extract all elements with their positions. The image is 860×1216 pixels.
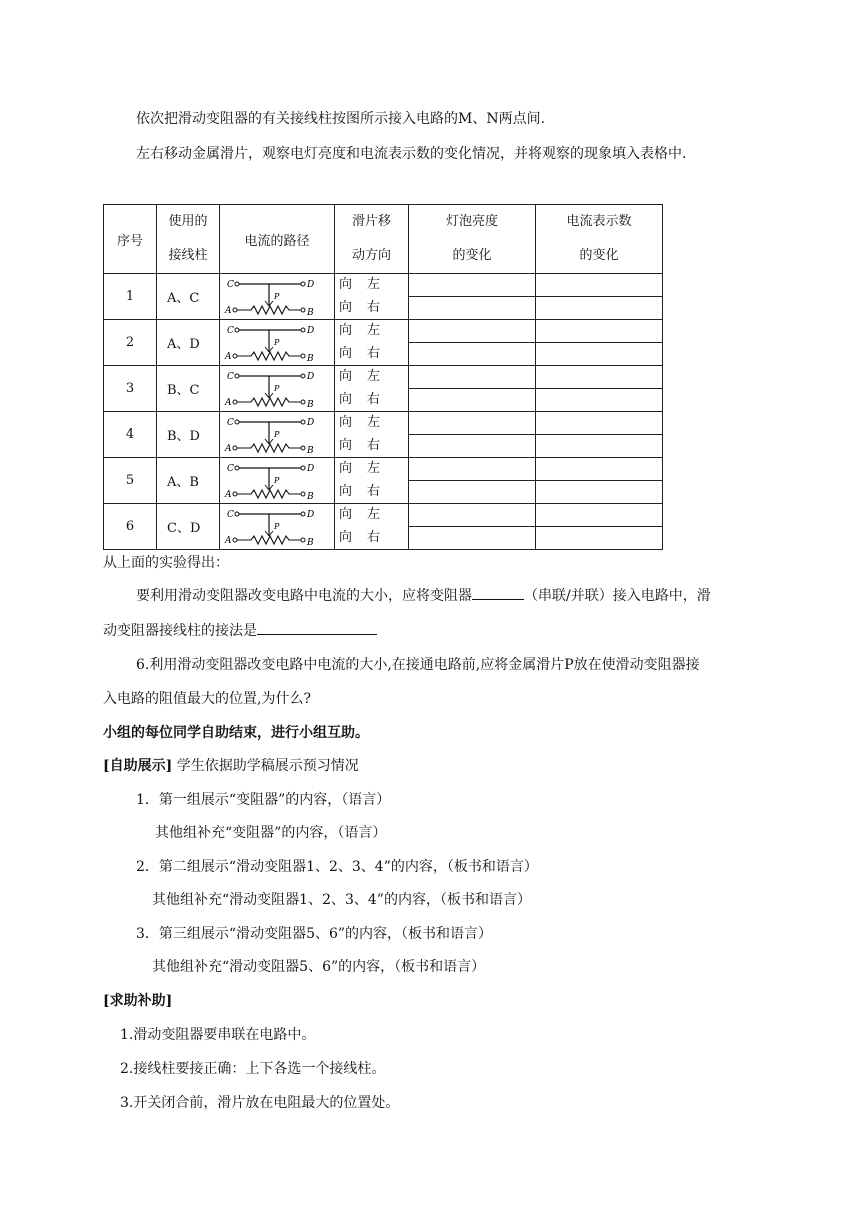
rheostat-diagram-icon [221,413,333,457]
row-terminals: C、D [157,504,220,550]
rheostat-diagram-icon [221,505,333,549]
row-ammeter-change[interactable] [536,274,663,320]
row-slider-direction [335,320,409,366]
svg-text:B: B [307,445,314,456]
svg-text:B: B [307,307,314,318]
row-slider-direction [335,504,409,550]
self-show-heading: [自助展示] 学生依据助学稿展示预习情况 [103,758,359,774]
direction-left: 向 左 [339,415,382,430]
row-ammeter-change[interactable] [536,320,663,366]
svg-text:B: B [307,491,314,502]
direction-left: 向 左 [339,277,382,292]
direction-right: 向 右 [339,391,382,407]
help-item-2: 2.接线柱要接正确：上下各选一个接线柱。 [120,1061,386,1077]
svg-text:A: A [225,535,232,546]
svg-text:P: P [274,429,280,439]
help-item-1: 1.滑动变阻器要串联在电路中。 [120,1027,316,1043]
row-terminals: A、C [157,274,220,320]
row-ammeter-change[interactable] [536,412,663,458]
svg-text:A: A [225,489,232,500]
svg-text:C: C [227,325,234,336]
svg-text:C: C [227,371,234,382]
row-slider-direction [335,412,409,458]
row-bulb-brightness[interactable] [409,504,536,550]
row-index: 1 [104,274,157,320]
rheostat-diagram-icon [221,321,333,365]
svg-text:A: A [225,305,232,316]
svg-text:D: D [307,417,315,428]
experiment-table [103,204,663,550]
svg-text:D: D [307,279,315,290]
svg-text:D: D [307,509,315,520]
row-ammeter-change[interactable] [536,458,663,504]
table-row [104,412,663,458]
header-ammeter: 电流表示数 的变化 [536,205,663,274]
row-circuit-path [220,412,335,458]
svg-text:P: P [274,337,280,347]
row-ammeter-change[interactable] [536,504,663,550]
svg-text:C: C [227,417,234,428]
conclusion-line-1: 要利用滑动变阻器改变电路中电流的大小，应将变阻器 （串联/并联）接入电路中，滑 [136,585,711,605]
question-6-line-2: 入电路的阻值最大的位置,为什么? [103,691,311,707]
self-show-item-6: 其他组补充“滑动变阻器5、6”的内容，（板书和语言） [152,959,486,975]
row-slider-direction [335,458,409,504]
direction-left: 向 左 [339,461,382,476]
svg-text:B: B [307,399,314,410]
conclusion-line-2: 动变阻器接线柱的接法是 [103,620,377,640]
row-terminals: A、B [157,458,220,504]
row-ammeter-change[interactable] [536,366,663,412]
fill-blank-connection[interactable] [472,585,524,600]
header-slider-direction: 滑片移 动方向 [335,205,409,274]
direction-left: 向 左 [339,369,382,384]
svg-text:C: C [227,509,234,520]
fill-blank-terminal-method[interactable] [257,620,377,635]
svg-text:P: P [274,475,280,485]
svg-text:A: A [225,443,232,454]
row-circuit-path [220,458,335,504]
intro-line-1: 依次把滑动变阻器的有关接线柱按图所示接入电路的M、N两点间. [136,111,546,127]
conclusion-heading: 从上面的实验得出： [103,555,229,571]
row-circuit-path [220,274,335,320]
row-index: 2 [104,320,157,366]
row-terminals: B、C [157,366,220,412]
row-index: 5 [104,458,157,504]
table-header-row [104,205,663,274]
rheostat-diagram-icon [221,367,333,411]
table-row [104,504,663,550]
self-show-item-3: 2．第二组展示“滑动变阻器1、2、3、4”的内容，（板书和语言） [136,859,538,875]
svg-text:D: D [307,371,315,382]
direction-right: 向 右 [339,483,382,499]
table-row [104,274,663,320]
intro-line-2: 左右移动金属滑片，观察电灯亮度和电流表示数的变化情况，并将观察的现象填入表格中. [136,146,687,162]
header-path: 电流的路径 [220,205,335,274]
svg-text:B: B [307,353,314,364]
self-show-item-4: 其他组补充“滑动变阻器1、2、3、4”的内容，（板书和语言） [152,892,531,908]
row-terminals: B、D [157,412,220,458]
row-bulb-brightness[interactable] [409,412,536,458]
table-row [104,458,663,504]
svg-text:B: B [307,537,314,548]
svg-text:C: C [227,279,234,290]
self-show-item-1: 1．第一组展示“变阻器”的内容，（语言） [136,792,391,808]
rheostat-diagram-icon [221,459,333,503]
header-index: 序号 [104,205,157,274]
table-row [104,366,663,412]
row-bulb-brightness[interactable] [409,366,536,412]
row-bulb-brightness[interactable] [409,458,536,504]
svg-text:P: P [274,291,280,301]
row-terminals: A、D [157,320,220,366]
row-circuit-path [220,366,335,412]
direction-left: 向 左 [339,507,382,522]
svg-text:D: D [307,325,315,336]
row-circuit-path [220,320,335,366]
svg-text:A: A [225,351,232,362]
row-slider-direction [335,274,409,320]
row-index: 4 [104,412,157,458]
header-terminals: 使用的 接线柱 [157,205,220,274]
row-index: 3 [104,366,157,412]
row-bulb-brightness[interactable] [409,274,536,320]
table-row [104,320,663,366]
direction-right: 向 右 [339,345,382,361]
svg-text:C: C [227,463,234,474]
direction-left: 向 左 [339,323,382,338]
help-item-3: 3.开关闭合前，滑片放在电阻最大的位置处。 [120,1095,400,1111]
row-slider-direction [335,366,409,412]
question-6-line-1: 6.利用滑动变阻器改变电路中电流的大小,在接通电路前,应将金属滑片P放在使滑动变阻器接 [136,657,700,673]
direction-right: 向 右 [339,529,382,545]
group-note: 小组的每位同学自助结束，进行小组互助。 [103,725,369,741]
header-bulb-brightness: 灯泡亮度 的变化 [409,205,536,274]
rheostat-diagram-icon [221,275,333,319]
row-bulb-brightness[interactable] [409,320,536,366]
svg-text:P: P [274,521,280,531]
svg-text:A: A [225,397,232,408]
row-index: 6 [104,504,157,550]
help-heading: [求助补助] [103,993,173,1009]
svg-text:D: D [307,463,315,474]
row-circuit-path [220,504,335,550]
self-show-item-2: 其他组补充“变阻器”的内容，（语言） [155,825,387,841]
direction-right: 向 右 [339,299,382,315]
svg-text:P: P [274,383,280,393]
self-show-item-5: 3．第三组展示“滑动变阻器5、6”的内容，（板书和语言） [136,926,493,942]
direction-right: 向 右 [339,437,382,453]
